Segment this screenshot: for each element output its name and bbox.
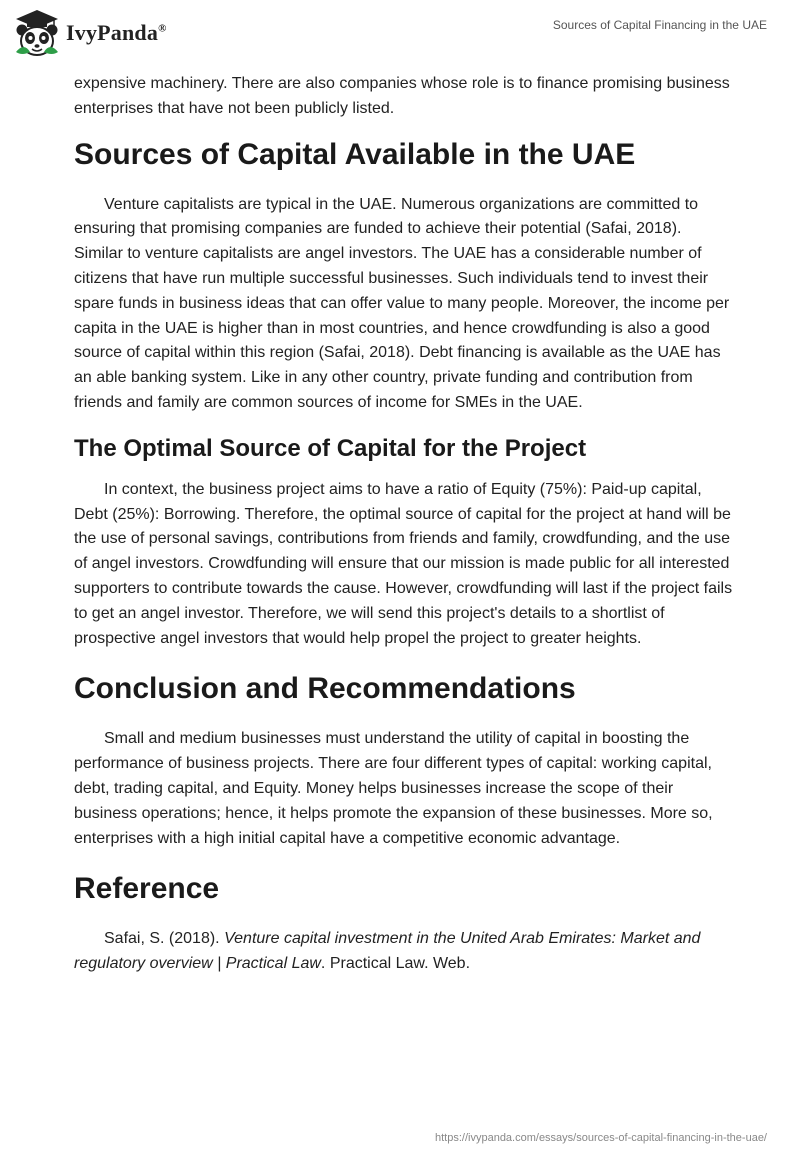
- sources-paragraph: Venture capitalists are typical in the UAE. Numerous organizations are committed to ensuring that promising companies are funded to achieve their potential (Safai, 2018). Similar to venture capitalists are angel investors. The UAE has a considerable number of citizens that have run multiple successful businesses. Such individuals tend to invest their spare funds in business ideas that can offer value to many people. Moreover, the income per capita in the UAE is higher than in most countries, and hence crowdfunding is also a good source of capital within this region (Safai, 2018). Debt financing is available as the UAE has an able banking system. Like in any other country, private funding and contribution from friends and family are common sources of income for SMEs in the UAE.: [74, 195, 730, 411]
- panda-graduate-icon: [14, 8, 60, 58]
- section-heading-conclusion: Conclusion and Recommendations: [74, 672, 576, 706]
- page-header: [0, 0, 800, 70]
- brand-name: IvyPanda®: [66, 20, 167, 45]
- footer-url[interactable]: https://ivypanda.com/essays/sources-of-capital-financing-in-the-uae/: [435, 1132, 767, 1144]
- reference-title: Venture capital investment in the United Arab Emirates: Market and regulatory overview | Practical Law: [74, 930, 701, 973]
- section-heading-reference: Reference: [74, 872, 220, 906]
- optimal-paragraph: In context, the business project aims to have a ratio of Equity (75%): Paid-up capital, Debt (25%): Borrowing. Therefore, the optimal source of capital for the project at hand will be the use of personal savings, contributions from friends and family, crowdfunding, and the use of angel investors. Crowdfunding will ensure that our mission is made public for all interested supporters to contribute towards the cause. However, crowdfunding will last if the project fails to get an angel investor. Therefore, we will send this project's details to a shortlist of prospective angel investors that would help propel the project to greater heights.: [74, 480, 733, 647]
- reference-entry: Safai, S. (2018). Venture capital investment in the United Arab Emirates: Market and regulatory overview | Practical Law. Practical Law. Web.: [74, 930, 701, 973]
- logo[interactable]: [14, 8, 167, 58]
- essay-body: [74, 70, 734, 977]
- section-heading-sources: Sources of Capital Available in the UAE: [74, 137, 636, 171]
- conclusion-paragraph: Small and medium businesses must understand the utility of capital in boosting the performance of business projects. There are four different types of capital: working capital, debt, trading capital, and Equity. Money helps businesses increase the scope of their business operations; hence, it helps promote the expansion of these businesses. More so, enterprises with a high initial capital have a competitive economic advantage.: [74, 730, 713, 847]
- section-heading-optimal: The Optimal Source of Capital for the Project: [74, 434, 587, 462]
- document-title: Sources of Capital Financing in the UAE: [552, 18, 767, 32]
- intro-paragraph: expensive machinery. There are also companies whose role is to finance promising business enterprises that have not been publicly listed.: [74, 75, 730, 117]
